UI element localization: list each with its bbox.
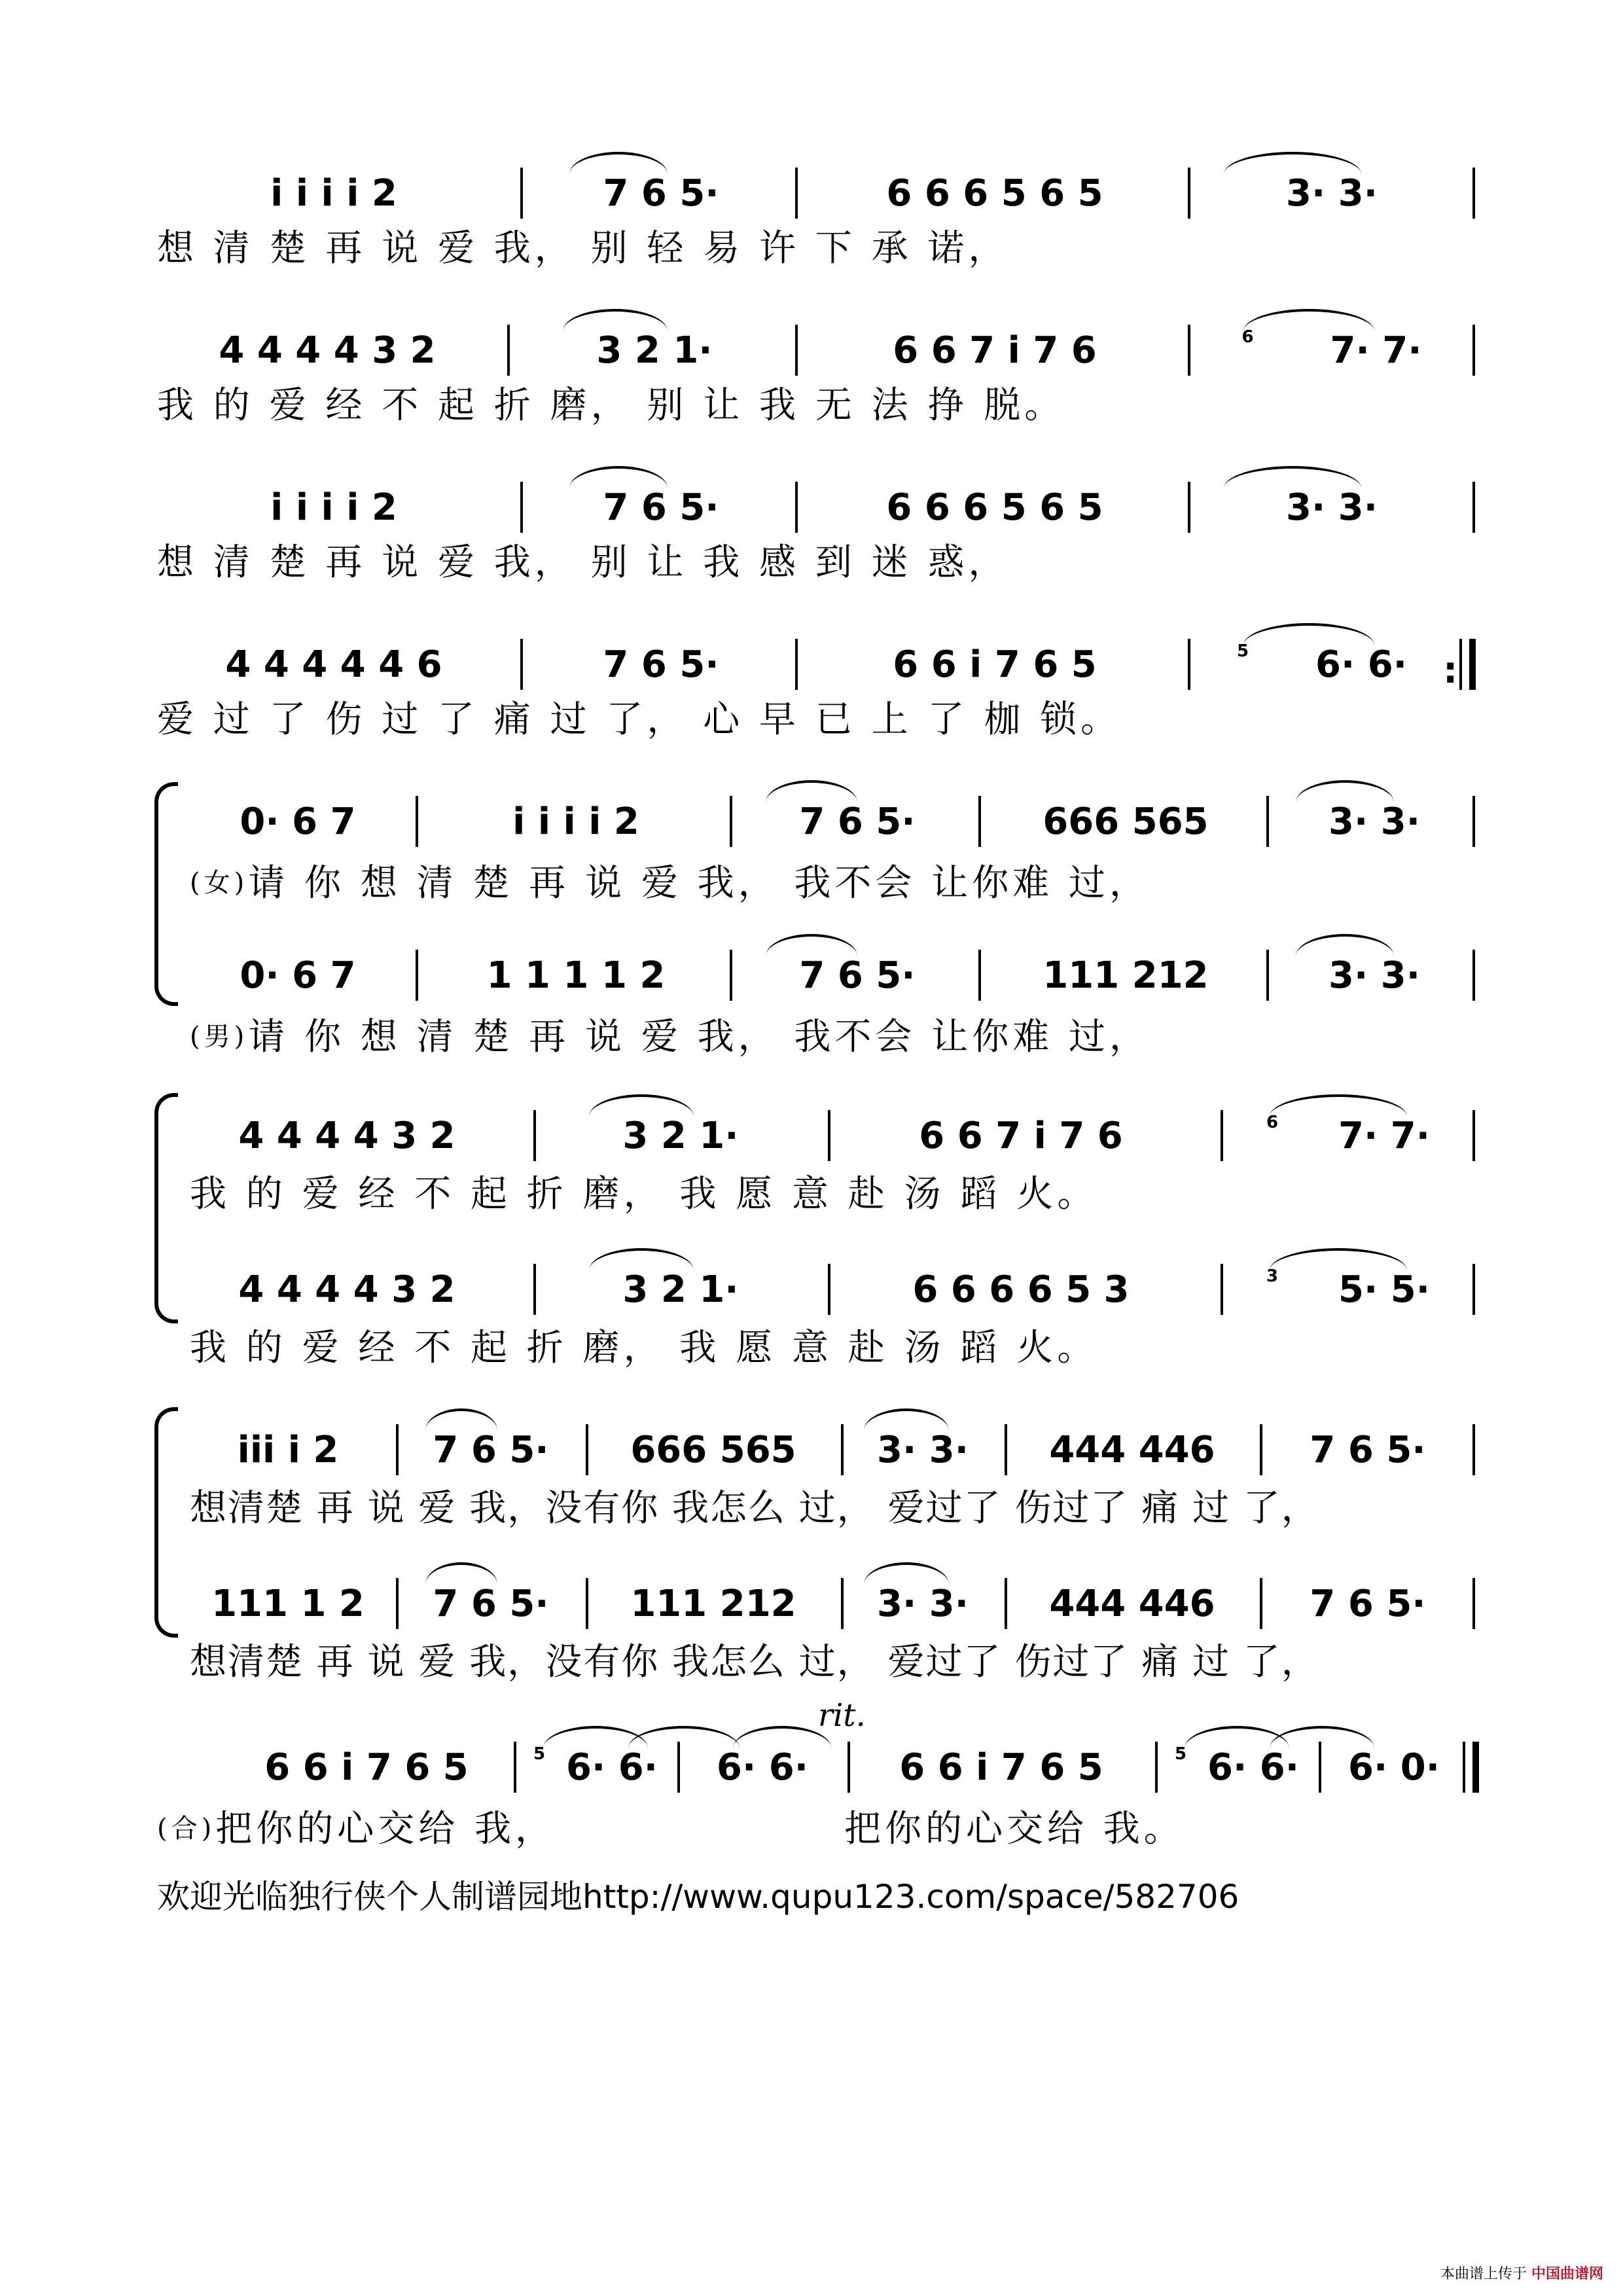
lyrics-row	[190, 851, 1486, 910]
lyrics-row	[190, 1630, 1486, 1689]
lyrics-row	[157, 530, 1486, 589]
barline	[1266, 950, 1269, 1001]
measure-4-notes: 5· 5·	[1338, 1268, 1430, 1311]
barline	[1472, 1578, 1475, 1629]
measure-1: 6 6 i 7 6 5	[264, 1746, 469, 1789]
grace-note: 5	[1174, 1744, 1187, 1764]
barline	[795, 325, 798, 376]
barline	[795, 482, 798, 533]
upload-credit	[1440, 2263, 1603, 2283]
measure-2: 7 6 5·	[433, 1428, 549, 1471]
barline	[416, 950, 418, 1001]
measure-1: 111 1 2	[211, 1582, 365, 1625]
lyrics-text: 把你的心交给 我，	[215, 1808, 556, 1850]
lyrics-text: 把你的心交给 我。	[844, 1808, 1185, 1850]
measure-2: 7 6 5·	[603, 171, 719, 215]
measure-4: 3· 3·	[1286, 486, 1378, 529]
voice-tag: (合)	[157, 1813, 216, 1844]
barline	[1188, 168, 1190, 219]
barline	[1472, 482, 1475, 533]
measure-4: 3· 3·	[877, 1582, 969, 1625]
measure-3: 7 6 5·	[799, 954, 916, 997]
barline	[1260, 1424, 1262, 1475]
barline	[586, 1424, 588, 1475]
measure-4	[1237, 1106, 1459, 1165]
notation-row	[157, 164, 1486, 223]
measure-5: 444 446	[1049, 1582, 1215, 1625]
notation-row	[157, 478, 1486, 537]
notation-row	[190, 1574, 1486, 1633]
barline	[1319, 1742, 1321, 1793]
measure-3: 7 6 5·	[799, 800, 916, 843]
barline	[514, 1742, 516, 1793]
notation-row	[190, 1260, 1486, 1319]
grace-note: 6	[1241, 327, 1254, 347]
barline	[520, 639, 523, 690]
measure-3: 111 212	[630, 1582, 796, 1625]
measure-2: 7 6 5·	[603, 486, 719, 529]
lyrics-text: 请 你 想 清 楚 再 说 爱 我， 我不会 让你难 过，	[248, 1016, 1150, 1058]
lyrics-row	[190, 1476, 1486, 1535]
barline	[841, 1578, 844, 1629]
repeat-end-barline	[1469, 639, 1476, 690]
lyrics-text: 我 的 爱 经 不 起 折 磨， 别 让 我 无 法 挣 脱。	[157, 384, 1065, 427]
barline	[1155, 1742, 1158, 1793]
measure-2-notes: 6· 6·	[566, 1746, 658, 1789]
measure-3: 6 6 7 i 7 6	[919, 1114, 1123, 1157]
measure-4: 666 565	[1043, 800, 1209, 843]
notation-row	[157, 1738, 1486, 1797]
measure-4: 111 212	[1043, 954, 1209, 997]
duet-brace	[154, 1093, 178, 1323]
barline	[1472, 168, 1475, 219]
final-barline	[1472, 1742, 1479, 1793]
lyrics-row	[190, 1162, 1486, 1221]
barline	[416, 796, 418, 847]
measure-1: 4 4 4 4 3 2	[238, 1268, 455, 1311]
measure-1: 0· 6 7	[240, 954, 356, 997]
barline	[1459, 639, 1462, 690]
barline	[396, 1424, 399, 1475]
grace-note: 6	[1266, 1113, 1279, 1132]
barline	[1188, 325, 1190, 376]
lyrics-text: 请 你 想 清 楚 再 说 爱 我， 我不会 让你难 过，	[248, 862, 1150, 905]
barline	[978, 950, 981, 1001]
measure-1: 4 4 4 4 3 2	[238, 1114, 455, 1157]
measure-4	[1204, 321, 1459, 380]
barline	[1266, 796, 1269, 847]
notation-row	[157, 635, 1486, 694]
footer-note: 欢迎光临独行侠个人制谱园地http://www.qupu123.com/space/582706	[157, 1878, 1240, 1916]
measure-5: 444 446	[1049, 1428, 1215, 1471]
measure-4	[1204, 635, 1440, 694]
barline	[828, 1264, 830, 1315]
barline	[1221, 1110, 1223, 1161]
measure-6: 7 6 5·	[1310, 1582, 1426, 1625]
barline	[677, 1742, 680, 1793]
lyrics-text: 爱 过 了 伤 过 了 痛 过 了， 心 早 已 上 了 枷 锁。	[157, 698, 1122, 741]
barline	[841, 1424, 844, 1475]
barline	[1472, 950, 1475, 1001]
lyrics-row	[190, 1316, 1486, 1374]
barline	[730, 950, 732, 1001]
measure-6: 6· 0·	[1348, 1746, 1440, 1789]
measure-1: 4 4 4 4 4 6	[225, 643, 442, 686]
measure-5: 3· 3·	[1329, 954, 1420, 997]
duet-brace	[154, 782, 178, 1006]
barline	[507, 325, 510, 376]
barline	[1472, 1110, 1475, 1161]
lyrics-row	[157, 1797, 1486, 1856]
barline	[1188, 482, 1190, 533]
measure-4	[1237, 1260, 1459, 1319]
measure-3: 6 6 6 6 5 3	[912, 1268, 1130, 1311]
measure-1: 0· 6 7	[240, 800, 356, 843]
measure-1: iii i 2	[237, 1428, 339, 1471]
measure-5: 3· 3·	[1329, 800, 1420, 843]
tempo-marking: rit.	[818, 1697, 866, 1734]
lyrics-row	[157, 687, 1486, 746]
barline	[730, 796, 732, 847]
lyrics-row	[157, 373, 1486, 432]
barline	[1221, 1264, 1223, 1315]
notation-row	[190, 792, 1486, 851]
lyrics-text: 我 的 爱 经 不 起 折 磨， 我 愿 意 赴 汤 蹈 火。	[190, 1327, 1098, 1369]
lyrics-text: 想 清 楚 再 说 爱 我， 别 轻 易 许 下 承 诺，	[157, 227, 1009, 270]
notation-row	[190, 1106, 1486, 1165]
barline	[520, 482, 523, 533]
measure-3: 6 6 6 5 6 5	[886, 171, 1103, 215]
grace-note: 3	[1266, 1266, 1279, 1286]
measure-3: 6 6 6 5 6 5	[886, 486, 1103, 529]
credit-prefix: 本曲谱上传于	[1440, 2266, 1527, 2282]
measure-4: 3· 3·	[1286, 171, 1378, 215]
lyrics-line	[157, 1797, 746, 1856]
lyrics-text: 我 的 爱 经 不 起 折 磨， 我 愿 意 赴 汤 蹈 火。	[190, 1173, 1098, 1215]
measure-4-notes: 7· 7·	[1330, 329, 1422, 372]
barline	[1472, 1264, 1475, 1315]
notation-row	[190, 1420, 1486, 1479]
lyrics-text: 想清楚 再 说 爱 我，没有你 我怎么 过， 爱过了 伤过了 痛 过 了，	[190, 1487, 1319, 1530]
measure-3: 6 6 i 7 6 5	[893, 643, 1097, 686]
barline	[520, 168, 523, 219]
barline	[978, 796, 981, 847]
measure-2: i i i i 2	[512, 800, 639, 843]
barline	[1472, 325, 1475, 376]
lyrics-row	[190, 1005, 1486, 1064]
grace-note: 5	[1236, 641, 1249, 661]
notation-row	[157, 321, 1486, 380]
measure-2: 3 2 1·	[622, 1268, 739, 1311]
voice-tag: (男)	[190, 1021, 249, 1052]
measure-4-notes: 6· 6·	[1315, 643, 1407, 686]
lyrics-text: 想清楚 再 说 爱 我，没有你 我怎么 过， 爱过了 伤过了 痛 过 了，	[190, 1641, 1319, 1683]
duet-brace	[154, 1407, 178, 1638]
barline	[1005, 1424, 1007, 1475]
lyrics-line	[190, 851, 1472, 910]
barline	[586, 1578, 588, 1629]
measure-4-notes: 7· 7·	[1338, 1114, 1430, 1157]
lyrics-row	[157, 216, 1486, 275]
measure-5-notes: 6· 6·	[1207, 1746, 1299, 1789]
measure-4: 6 6 i 7 6 5	[899, 1746, 1103, 1789]
barline	[847, 1742, 850, 1793]
measure-5	[1165, 1738, 1309, 1797]
barline	[396, 1578, 399, 1629]
repeat-dots: :	[1443, 649, 1458, 692]
barline	[1260, 1578, 1262, 1629]
measure-2: 7 6 5·	[433, 1582, 549, 1625]
barline	[1472, 1424, 1475, 1475]
lyrics-text: 想 清 楚 再 说 爱 我， 别 让 我 感 到 迷 惑，	[157, 541, 1009, 584]
notation-row	[190, 946, 1486, 1005]
measure-2: 7 6 5·	[603, 643, 719, 686]
barline	[1188, 639, 1190, 690]
measure-3: 6 6 7 i 7 6	[893, 329, 1097, 372]
measure-3: 6· 6·	[717, 1746, 808, 1789]
measure-2: 3 2 1·	[622, 1114, 739, 1157]
measure-4: 3· 3·	[877, 1428, 969, 1471]
measure-2: 1 1 1 1 2	[486, 954, 666, 997]
barline	[533, 1264, 536, 1315]
barline	[1472, 796, 1475, 847]
measure-2: 3 2 1·	[596, 329, 713, 372]
measure-3: 666 565	[630, 1428, 796, 1471]
barline	[795, 168, 798, 219]
measure-1: 4 4 4 4 3 2	[219, 329, 436, 372]
barline	[533, 1110, 536, 1161]
barline	[828, 1110, 830, 1161]
measure-1: i i i i 2	[270, 171, 397, 215]
measure-1: i i i i 2	[270, 486, 397, 529]
barline	[1005, 1578, 1007, 1629]
barline	[1463, 1742, 1465, 1793]
barline	[795, 639, 798, 690]
voice-tag: (女)	[190, 867, 249, 898]
grace-note: 5	[533, 1744, 546, 1764]
measure-6: 7 6 5·	[1310, 1428, 1426, 1471]
site-logo: 中国曲谱网	[1531, 2266, 1603, 2282]
lyrics-line	[190, 1005, 1472, 1064]
